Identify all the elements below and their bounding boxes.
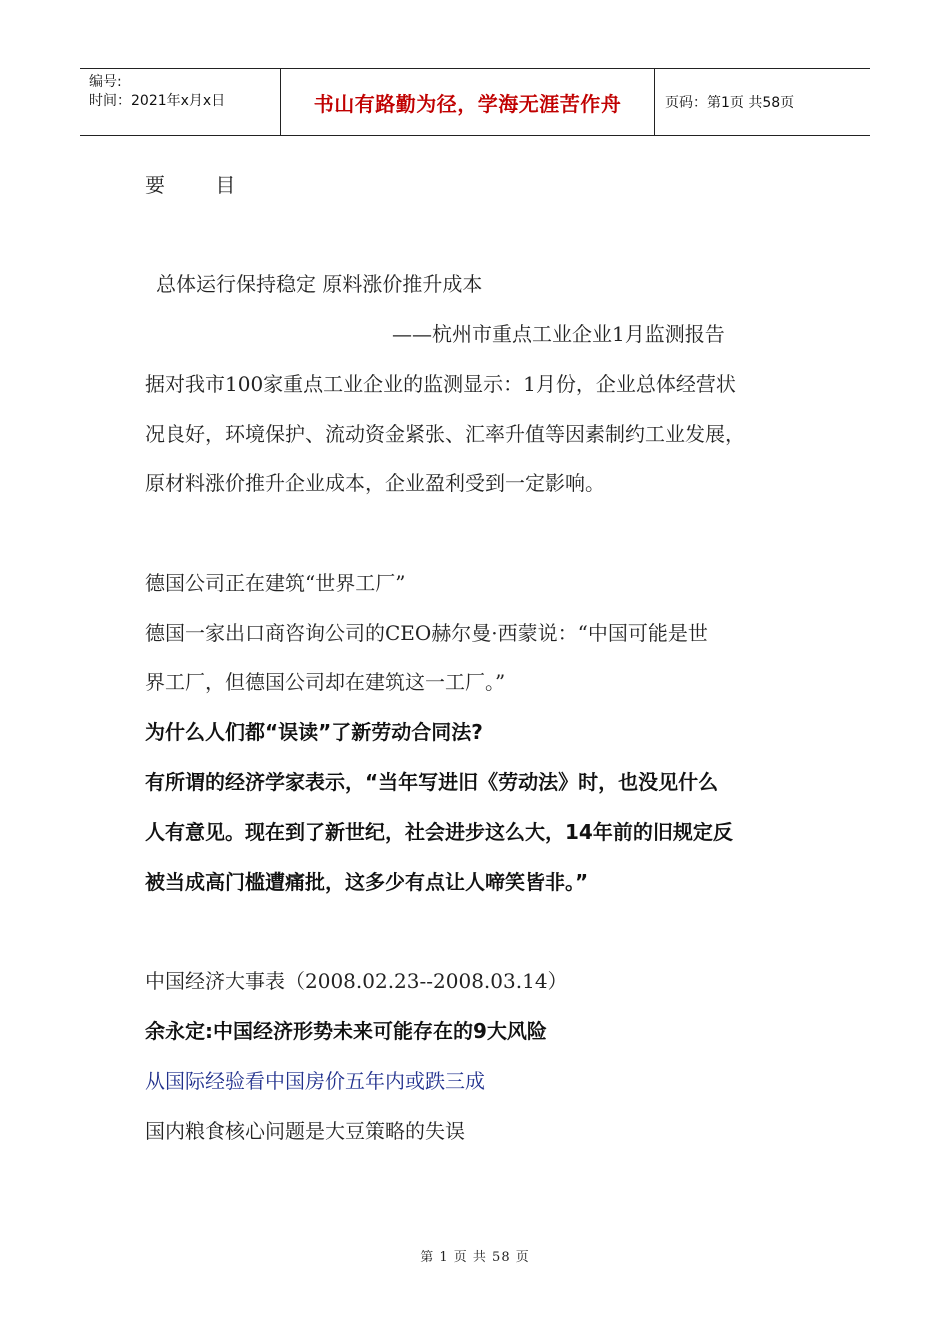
header-motto: 书山有路勤为径，学海无涯苦作舟 — [281, 69, 655, 135]
list-item: 国内粮食核心问题是大豆策略的失误 — [145, 1119, 465, 1143]
header-number-label: 编号: — [89, 74, 122, 90]
header-page-info: 页码：第1页 共58页 — [665, 95, 795, 111]
article-title: 总体运行保持稳定 原料涨价推升成本 — [156, 272, 483, 296]
section-heading-bold: 为什么人们都“误读”了新劳动合同法? — [145, 720, 483, 744]
paragraph-line: 德国一家出口商咨询公司的CEO赫尔曼·西蒙说：“中国可能是世 — [145, 621, 708, 645]
document-header — [80, 68, 870, 136]
paragraph-line: 原材料涨价推升企业成本，企业盈利受到一定影响。 — [145, 471, 605, 495]
section-heading: 德国公司正在建筑“世界工厂” — [145, 571, 406, 595]
paragraph-line-bold: 有所谓的经济学家表示，“当年写进旧《劳动法》时，也没见什么 — [145, 770, 719, 794]
paragraph-line-bold: 人有意见。现在到了新世纪，社会进步这么大，14年前的旧规定反 — [145, 820, 733, 844]
paragraph-line: 据对我市100家重点工业企业的监测显示：1月份，企业总体经营状 — [145, 372, 736, 396]
paragraph-line-bold: 被当成高门槛遭痛批，这多少有点让人啼笑皆非。” — [145, 870, 589, 894]
article-subtitle: ——杭州市重点工业企业1月监测报告 — [392, 322, 725, 346]
list-item-link[interactable]: 从国际经验看中国房价五年内或跌三成 — [145, 1069, 485, 1093]
list-item: 中国经济大事表（2008.02.23--2008.03.14） — [145, 969, 568, 993]
paragraph-line: 况良好，环境保护、流动资金紧张、汇率升值等因素制约工业发展， — [145, 422, 745, 446]
page-footer: 第 1 页 共 58 页 — [420, 1250, 530, 1265]
list-item-bold: 余永定:中国经济形势未来可能存在的9大风险 — [145, 1019, 547, 1043]
paragraph-line: 界工厂，但德国公司却在建筑这一工厂。” — [145, 670, 506, 694]
header-time-label: 时间：2021年x月x日 — [89, 93, 226, 109]
header-meta-cell — [80, 69, 281, 135]
toc-heading: 要 目 — [145, 173, 258, 197]
